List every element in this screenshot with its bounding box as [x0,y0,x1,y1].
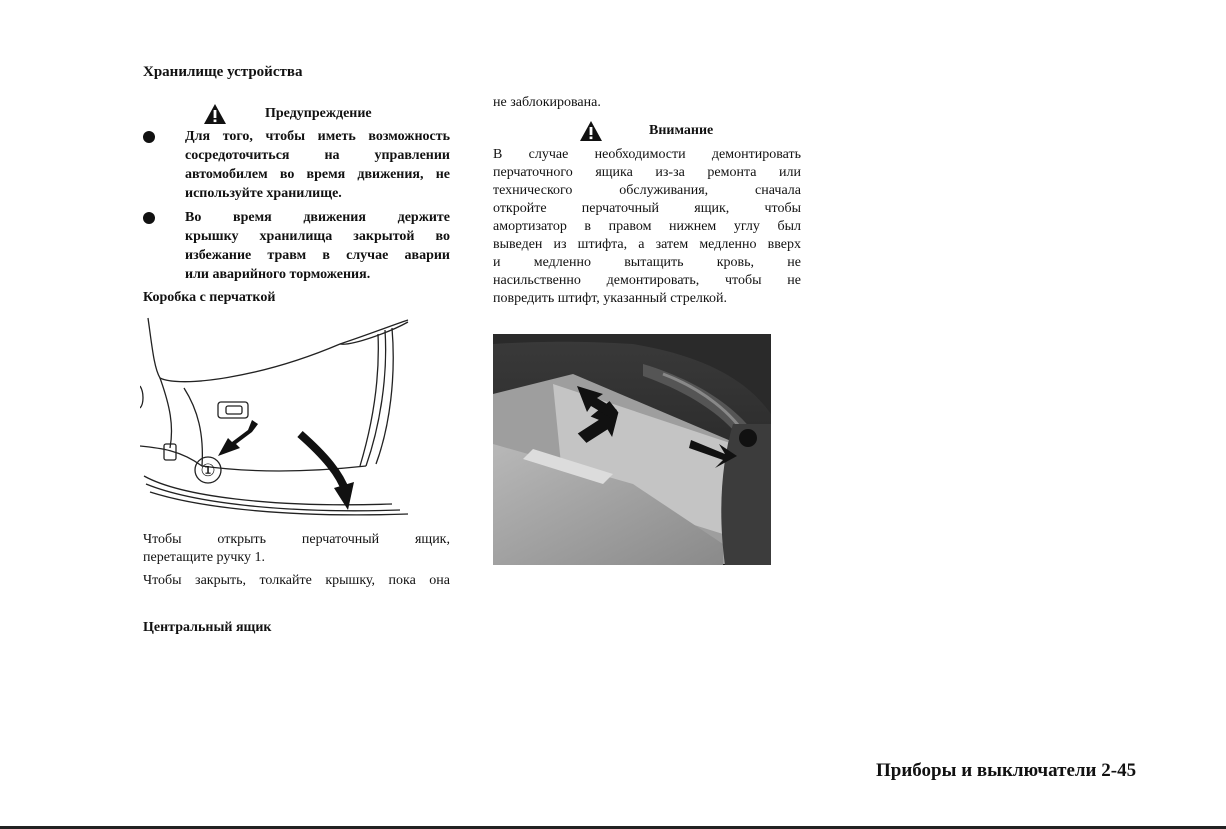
page-footer: Приборы и выключатели 2-45 [876,760,1137,781]
warning-line: автомобилем во время движения, не [185,167,450,182]
caution-line: технического обслуживания, сначала [493,183,801,198]
caution-line: насильственно демонтировать, чтобы не [493,273,801,288]
warning-line: Для того, чтобы иметь возможность [185,129,450,144]
warning-title: Предупреждение [265,106,372,121]
caution-line: амортизатор в правом нижнем углу был [493,219,801,234]
warning-line: используйте хранилище. [185,186,342,201]
caution-line: повредить штифт, указанный стрелкой. [493,291,727,306]
glovebox-photo [493,334,771,565]
warning-line: избежание травм в случае аварии [185,248,450,263]
center-box-title: Центральный ящик [143,620,272,635]
caution-line: и медленно вытащить кровь, не [493,255,801,270]
bullet-dot [143,212,155,224]
close-text: Чтобы закрыть, толкайте крышку, пока она [143,573,450,588]
glovebox-drawing [140,316,412,516]
caution-line: откройте перчаточный ящик, чтобы [493,201,801,216]
continued-text: не заблокирована. [493,95,601,110]
open-text-line: Чтобы открыть перчаточный ящик, [143,532,450,547]
warning-triangle-icon [579,120,603,142]
caution-line: выведен из штифта, а затем медленно вверх [493,237,801,252]
caution-title: Внимание [649,123,714,138]
caution-line: перчаточного ящика из-за ремонта или [493,165,801,180]
caution-heading [579,120,713,142]
warning-line: или аварийного торможения. [185,267,371,282]
glovebox-title: Коробка с перчаткой [143,290,276,305]
callout-number: ① [200,461,216,480]
warning-triangle-icon [203,103,227,125]
bullet-dot [143,131,155,143]
caution-line: В случае необходимости демонтировать [493,147,801,162]
warning-line: сосредоточиться на управлении [185,148,450,163]
warning-line: Во время движения держите [185,210,450,225]
warning-heading [203,103,372,125]
warning-line: крышку хранилища закрытой во [185,229,450,244]
section-title: Хранилище устройства [143,64,303,80]
open-text-line: перетащите ручку 1. [143,550,265,565]
